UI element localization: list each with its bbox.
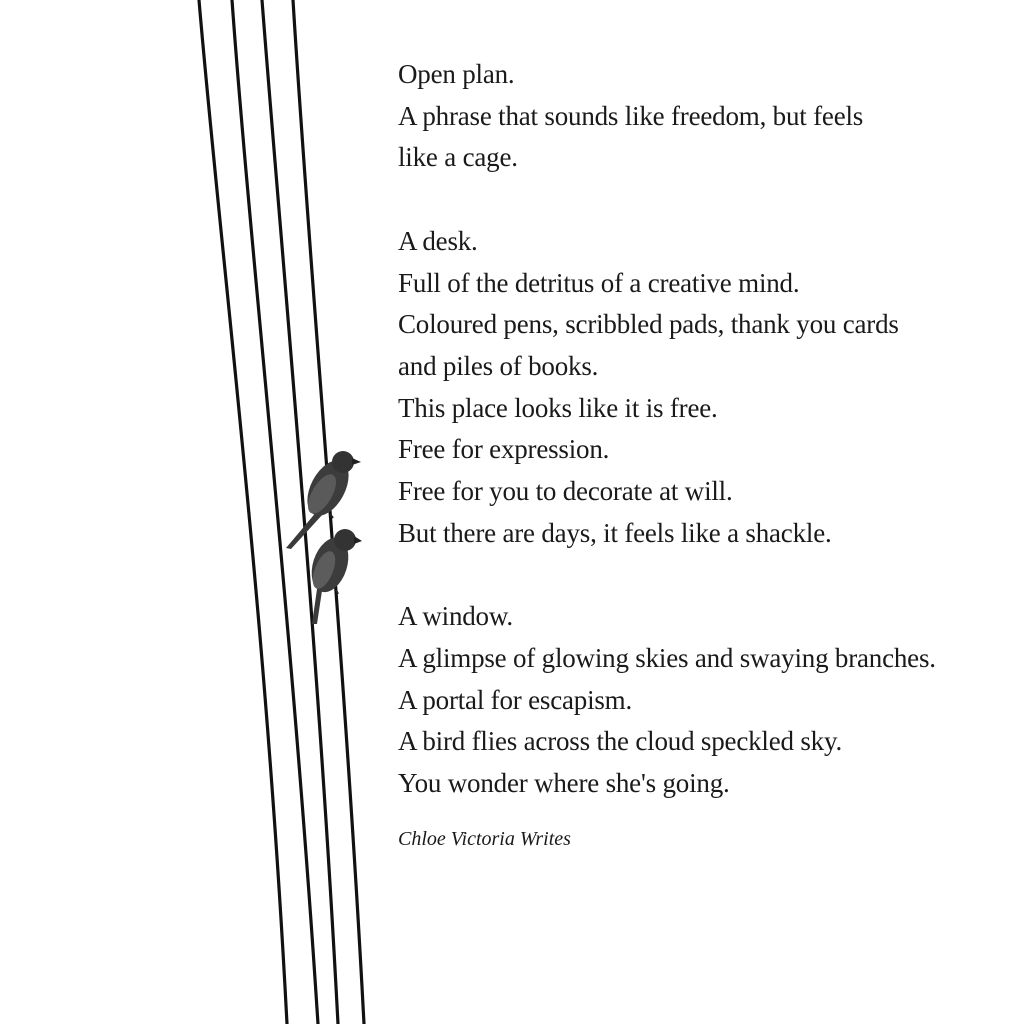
sparrow-icon-lower	[305, 529, 362, 624]
poem-line: A desk.	[398, 225, 478, 256]
poem-line: Full of the detritus of a creative mind.	[398, 267, 800, 298]
poem-line: A window.	[398, 601, 513, 632]
poem-line: and piles of books.	[398, 350, 599, 381]
poem-line: Free for expression.	[398, 434, 610, 465]
poem-line: A portal for escapism.	[398, 684, 633, 715]
poem-line: Free for you to decorate at will.	[398, 476, 733, 507]
poem-line: like a cage.	[398, 142, 518, 173]
poem-line: A bird flies across the cloud speckled sky.	[398, 726, 843, 757]
stanza-break	[398, 554, 1008, 596]
poem-line: A glimpse of glowing skies and swaying branches.	[398, 642, 936, 673]
poem-text	[398, 54, 1008, 805]
author-signature: Chloe Victoria Writes	[398, 828, 571, 850]
stanza-break	[398, 179, 1008, 221]
poem-line: But there are days, it feels like a shackle.	[398, 517, 832, 548]
poem-line: A phrase that sounds like freedom, but feels	[398, 100, 864, 131]
poem-line: You wonder where she's going.	[398, 767, 730, 798]
poem-line: Coloured pens, scribbled pads, thank you cards	[398, 309, 899, 340]
wires-and-birds-illustration	[0, 0, 420, 1024]
poem-line: Open plan.	[398, 59, 515, 89]
power-lines-icon	[199, 0, 364, 1024]
poem-line: This place looks like it is free.	[398, 392, 718, 423]
